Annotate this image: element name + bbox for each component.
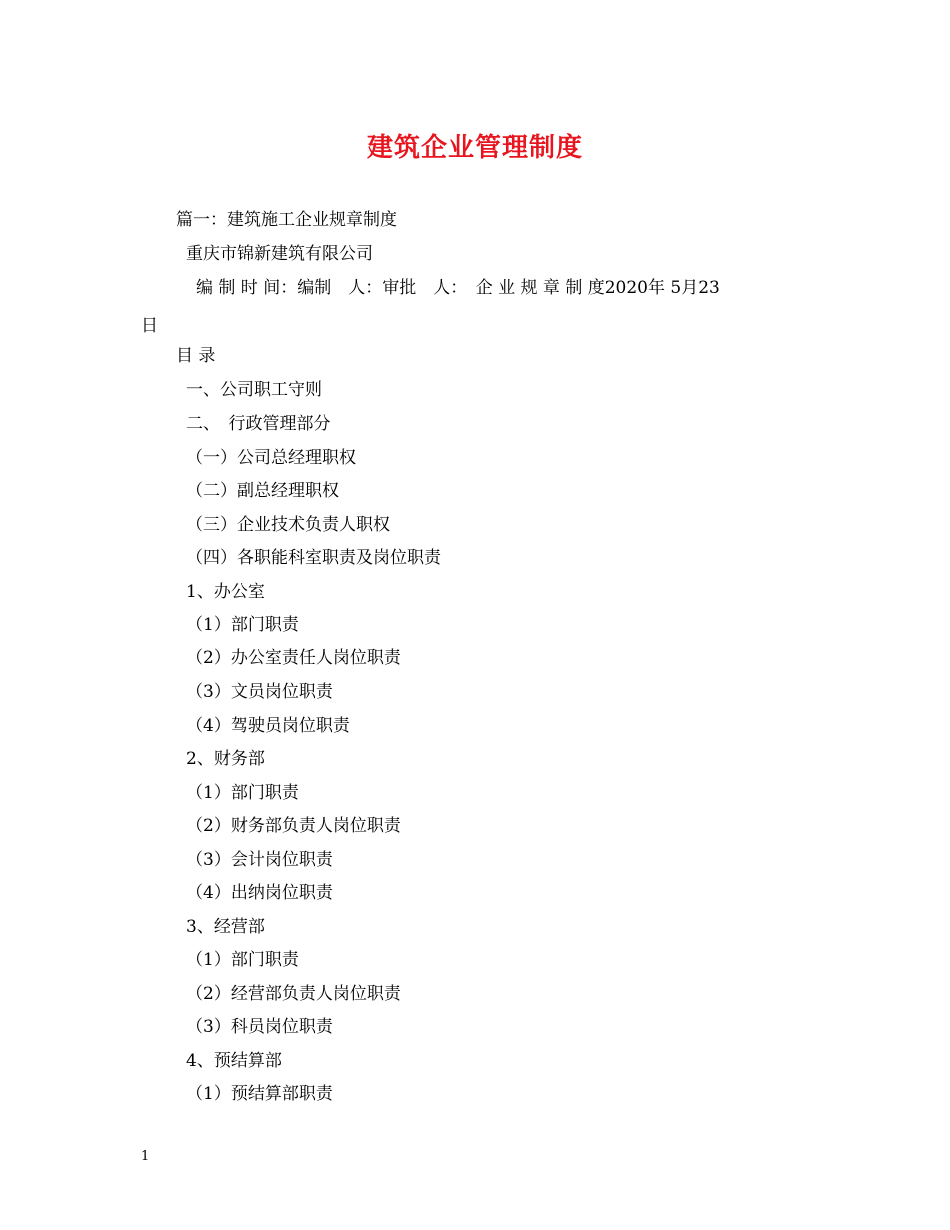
- toc-item: 3、经营部: [186, 917, 265, 937]
- toc-item: 2、财务部: [186, 749, 265, 769]
- toc-item: （4）出纳岗位职责: [186, 883, 333, 903]
- meta-line-continued: 日: [141, 316, 158, 336]
- toc-item: （二）副总经理职权: [186, 481, 339, 501]
- toc-item: （3）会计岗位职责: [186, 850, 333, 870]
- toc-item: 一、公司职工守则: [186, 380, 322, 400]
- section-heading: 篇一：建筑施工企业规章制度: [176, 210, 397, 230]
- page-title: 建筑企业管理制度: [366, 133, 583, 163]
- toc-item: （3）文员岗位职责: [186, 682, 333, 702]
- toc-item: （1）部门职责: [186, 950, 299, 970]
- toc-item: （2）经营部负责人岗位职责: [186, 984, 401, 1004]
- toc-item: （一）公司总经理职权: [186, 448, 356, 468]
- toc-label: 目 录: [176, 346, 216, 366]
- toc-item: （2）财务部负责人岗位职责: [186, 816, 401, 836]
- toc-item: （2）办公室责任人岗位职责: [186, 648, 401, 668]
- toc-item: 1、办公室: [186, 582, 265, 602]
- toc-item: （1）预结算部职责: [186, 1084, 333, 1104]
- toc-item: （3）科员岗位职责: [186, 1017, 333, 1037]
- toc-item: 4、预结算部: [186, 1051, 282, 1071]
- company-name: 重庆市锦新建筑有限公司: [186, 244, 373, 264]
- toc-item: （三）企业技术负责人职权: [186, 515, 390, 535]
- page-number: 1: [141, 1149, 150, 1164]
- toc-item: （4）驾驶员岗位职责: [186, 716, 350, 736]
- toc-item: 二、 行政管理部分: [186, 414, 331, 434]
- toc-item: （四）各职能科室职责及岗位职责: [186, 548, 441, 568]
- toc-item: （1）部门职责: [186, 615, 299, 635]
- toc-item: （1）部门职责: [186, 783, 299, 803]
- meta-line: 编 制 时 间：编制 人：审批 人： 企 业 规 章 制 度2020年 5月23: [196, 278, 720, 298]
